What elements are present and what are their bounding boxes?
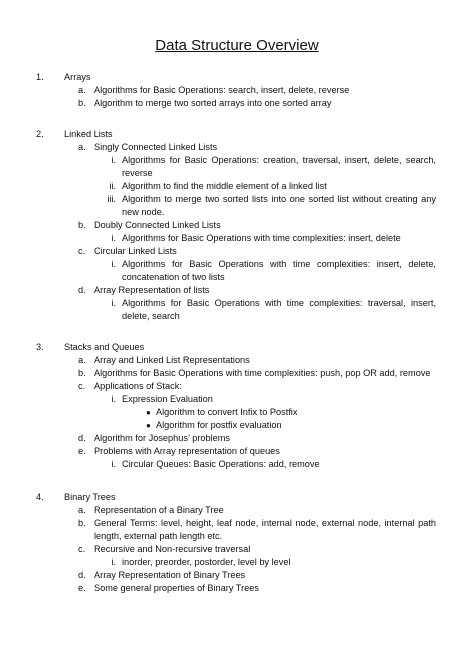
item-marker: d. [78, 285, 86, 295]
subitem-marker: i. [111, 155, 116, 165]
bullet-item: Algorithm for postfix evaluation [156, 420, 282, 430]
list-item: Algorithms for Basic Operations: search, insert, delete, reverse [94, 85, 350, 95]
list-item: Recursive and Non-recursive traversal [94, 544, 251, 554]
sub-list-item: inorder, preorder, postorder, level by level [122, 557, 291, 567]
subitem-marker: ii. [109, 181, 116, 191]
subitem-marker: i. [111, 394, 116, 404]
sub-list-item: Algorithms for Basic Operations with time complexities: traversal, insert, [122, 298, 436, 308]
section-heading: Arrays [64, 72, 91, 82]
section-number: 1. [36, 72, 44, 82]
bullet-icon: ● [146, 421, 151, 430]
list-item: Array and Linked List Representations [94, 355, 250, 365]
sub-list-item: Circular Queues: Basic Operations: add, remove [122, 459, 320, 469]
list-item: Doubly Connected Linked Lists [94, 220, 221, 230]
item-marker: a. [78, 505, 86, 515]
sub-list-item: Algorithm to merge two sorted lists into one sorted list without creating any [122, 194, 436, 204]
list-item: Representation of a Binary Tree [94, 505, 224, 515]
sub-list-item-continuation: delete, search [122, 311, 180, 321]
item-marker: c. [78, 246, 86, 256]
bullet-icon: ● [146, 408, 151, 417]
document-title: Data Structure Overview [155, 37, 319, 54]
subitem-marker: i. [111, 557, 116, 567]
section-number: 4. [36, 492, 44, 502]
item-marker: d. [78, 570, 86, 580]
item-marker: b. [78, 518, 86, 528]
section-number: 2. [36, 129, 44, 139]
list-item: Applications of Stack: [94, 381, 182, 391]
list-item: Circular Linked Lists [94, 246, 177, 256]
list-item: Some general properties of Binary Trees [94, 583, 259, 593]
section-heading: Binary Trees [64, 492, 116, 502]
list-item: Problems with Array representation of queues [94, 446, 280, 456]
item-marker: e. [78, 583, 86, 593]
item-marker: a. [78, 142, 86, 152]
sub-list-item: Algorithms for Basic Operations with time complexities: insert, delete [122, 233, 401, 243]
item-marker: b. [78, 98, 86, 108]
list-item: Singly Connected Linked Lists [94, 142, 218, 152]
list-item: Algorithm for Josephus’ problems [94, 433, 230, 443]
sub-list-item: Algorithms for Basic Operations with time complexities: insert, delete, [122, 259, 436, 269]
section-heading: Stacks and Queues [64, 342, 145, 352]
section-heading: Linked Lists [64, 129, 113, 139]
sub-list-item-continuation: concatenation of two lists [122, 272, 225, 282]
subitem-marker: i. [111, 459, 116, 469]
list-item: General Terms: level, height, leaf node, internal node, external node, internal path [94, 518, 436, 528]
list-item: Array Representation of lists [94, 285, 210, 295]
sub-list-item-continuation: new node. [122, 207, 165, 217]
item-marker: c. [78, 381, 86, 391]
sub-list-item-continuation: reverse [122, 168, 153, 178]
section-number: 3. [36, 342, 44, 352]
subitem-marker: i. [111, 259, 116, 269]
sub-list-item: Algorithm to find the middle element of a linked list [122, 181, 327, 191]
bullet-item: Algorithm to convert Infix to Postfix [156, 407, 298, 417]
item-marker: a. [78, 85, 86, 95]
item-marker: d. [78, 433, 86, 443]
subitem-marker: i. [111, 233, 116, 243]
item-marker: b. [78, 220, 86, 230]
sub-list-item: Algorithms for Basic Operations: creation, traversal, insert, delete, search, [122, 155, 436, 165]
subitem-marker: i. [111, 298, 116, 308]
item-marker: e. [78, 446, 86, 456]
list-item: Array Representation of Binary Trees [94, 570, 246, 580]
list-item: Algorithms for Basic Operations with time complexities: push, pop OR add, remove [94, 368, 431, 378]
item-marker: c. [78, 544, 86, 554]
list-item-continuation: length, external path length etc. [94, 531, 223, 541]
subitem-marker: iii. [107, 194, 116, 204]
list-item: Algorithm to merge two sorted arrays into one sorted array [94, 98, 332, 108]
item-marker: b. [78, 368, 86, 378]
item-marker: a. [78, 355, 86, 365]
sub-list-item: Expression Evaluation [122, 394, 213, 404]
